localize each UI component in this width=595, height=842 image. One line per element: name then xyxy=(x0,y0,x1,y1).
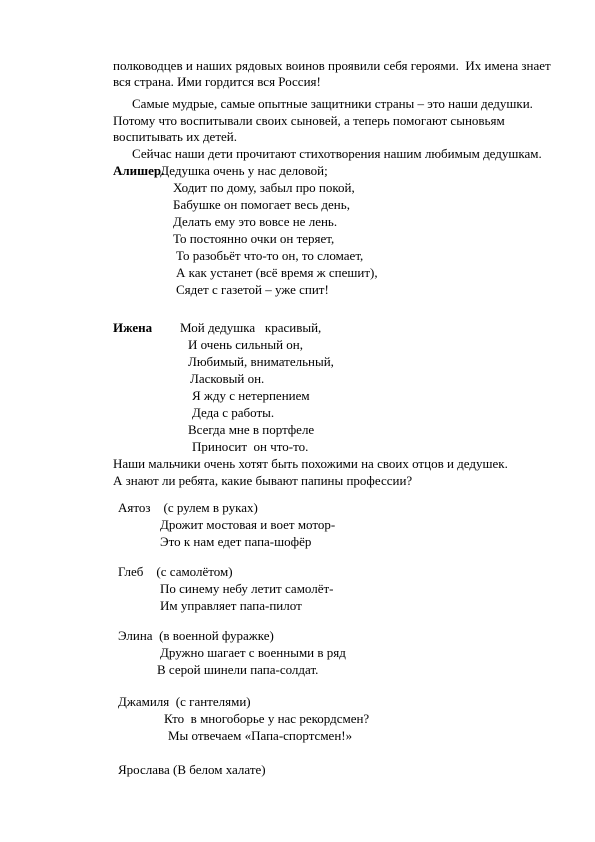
poem-line: Дрожит мостовая и воет мотор- xyxy=(160,517,336,532)
text-line: Сейчас наши дети прочитают стихотворения нашим любимым дедушкам. xyxy=(132,146,542,161)
text-line: воспитывать их детей. xyxy=(113,129,237,144)
poem-line: Мы отвечаем «Папа-спортсмен!» xyxy=(168,728,353,743)
text-line: вся страна. Ими гордится вся Россия! xyxy=(113,74,321,89)
speaker-name: Ижена xyxy=(113,320,153,335)
poem-line: Это к нам едет папа-шофёр xyxy=(160,534,312,549)
poem-line: Мой дедушка красивый, xyxy=(180,320,322,335)
poem-line: Ласковый он. xyxy=(190,371,265,386)
speaker-line: Аятоз (с рулем в руках) xyxy=(118,500,258,515)
poem-line: Кто в многоборье у нас рекордсмен? xyxy=(164,711,370,726)
poem-line: Деда с работы. xyxy=(192,405,275,420)
text-line: полководцев и наших рядовых воинов проявили себя героями. Их имена знает xyxy=(113,58,551,73)
poem-line: Дедушка очень у нас деловой; xyxy=(157,163,328,178)
poem-line: Ходит по дому, забыл про покой, xyxy=(173,180,355,195)
speaker-line: Глеб (с самолётом) xyxy=(118,564,233,579)
poem-line: По синему небу летит самолёт- xyxy=(160,581,334,596)
poem-line: Сядет с газетой – уже спит! xyxy=(176,282,329,297)
poem-line: Любимый, внимательный, xyxy=(188,354,334,369)
text-line: Наши мальчики очень хотят быть похожими на своих отцов и дедушек. xyxy=(113,456,508,471)
poem-line: Бабушке он помогает весь день, xyxy=(173,197,350,212)
speaker-line: Джамиля (с гантелями) xyxy=(118,694,251,709)
poem-line: То разобьёт что-то он, то сломает, xyxy=(176,248,364,263)
text-line: Самые мудрые, самые опытные защитники страны – это наши дедушки. xyxy=(132,96,533,111)
poem-line: И очень сильный он, xyxy=(188,337,303,352)
poem-line: А как устанет (всё время ж спешит), xyxy=(176,265,378,280)
poem-line: Я жду с нетерпением xyxy=(192,388,310,403)
poem-line: Приносит он что-то. xyxy=(192,439,309,454)
poem-line: Дружно шагает с военными в ряд xyxy=(160,645,346,660)
poem-line: Делать ему это вовсе не лень. xyxy=(173,214,338,229)
speaker-line: Элина (в военной фуражке) xyxy=(118,628,274,643)
speaker-line: Ярослава (В белом халате) xyxy=(118,762,266,777)
speaker-name: Алишер. xyxy=(113,163,165,178)
text-line: Потому что воспитывали своих сыновей, а теперь помогают сыновьям xyxy=(113,113,505,128)
text-line: А знают ли ребята, какие бывают папины профессии? xyxy=(113,473,413,488)
poem-line: То постоянно очки он теряет, xyxy=(173,231,335,246)
poem-line: Всегда мне в портфеле xyxy=(188,422,315,437)
poem-line: Им управляет папа-пилот xyxy=(160,598,302,613)
poem-line: В серой шинели папа-солдат. xyxy=(157,662,319,677)
